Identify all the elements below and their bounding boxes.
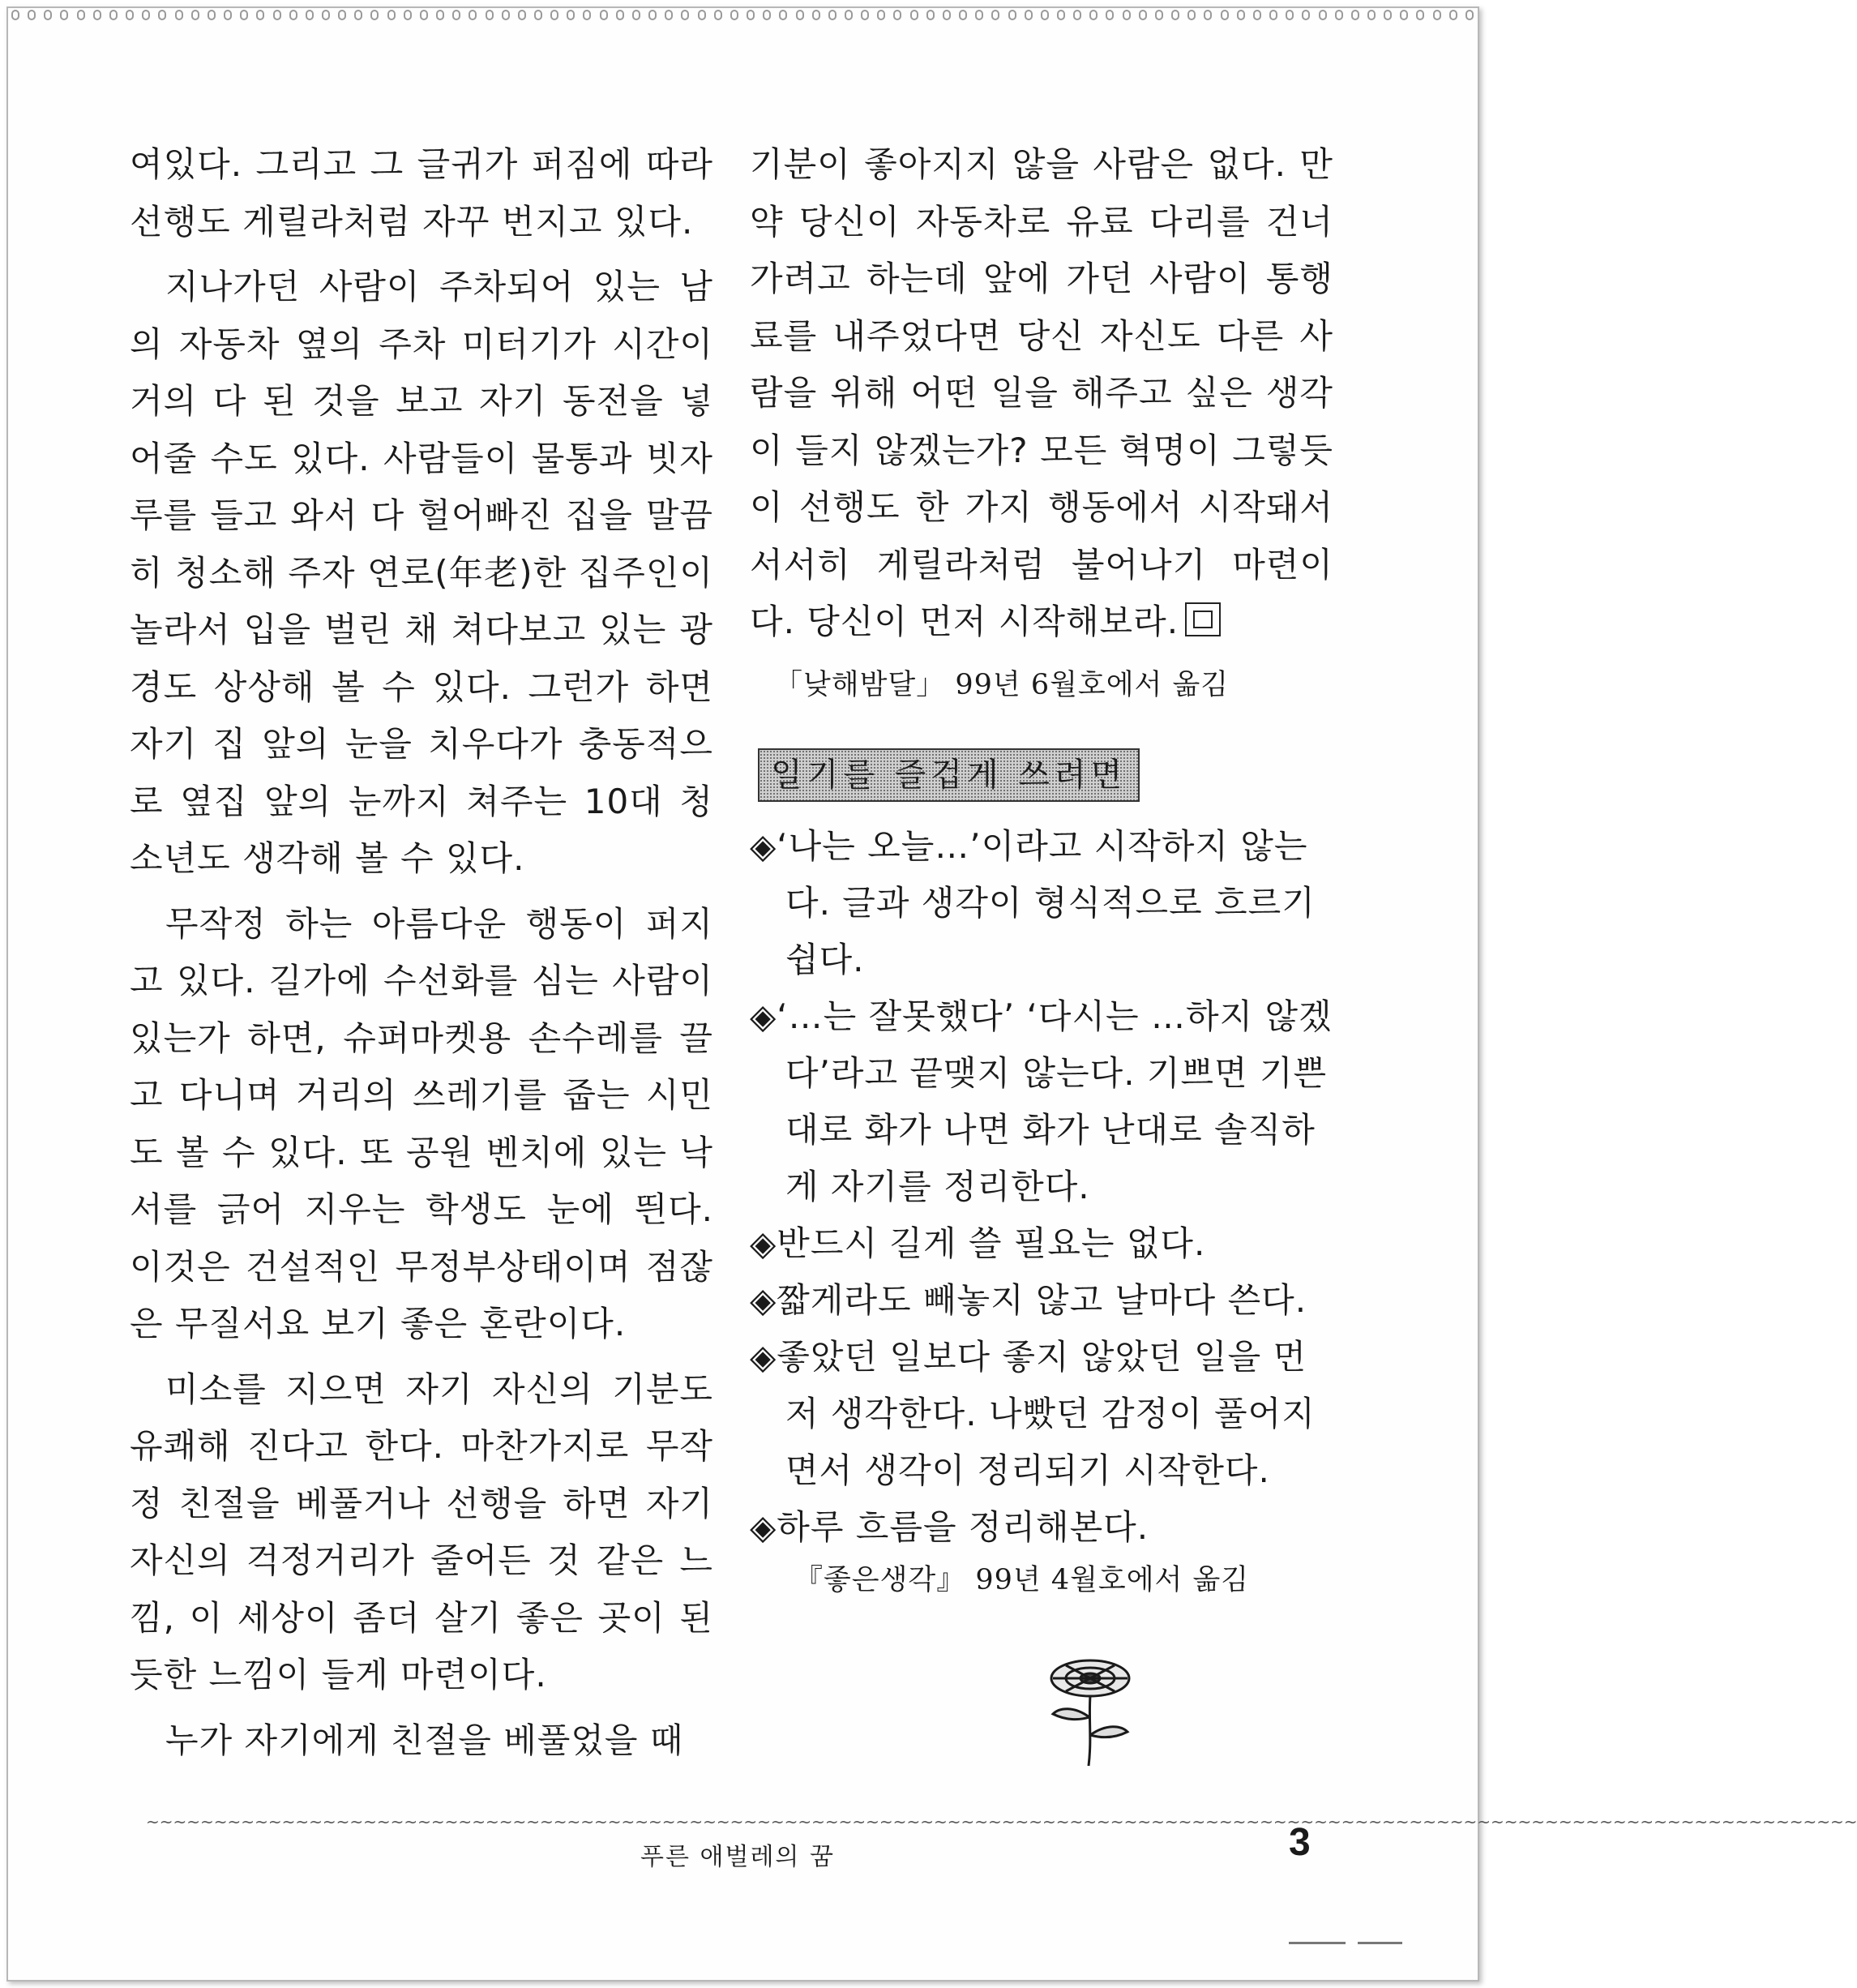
list-item: ◈하루 흐름을 정리해본다. [750,1506,1149,1547]
spiral-binding [11,8,1474,21]
box-title: 일기를 즐겁게 쓰려면 [758,748,1140,802]
right-paragraph-text: 기분이 좋아지지 않을 사람은 없다. 만약 당신이 자동차로 유료 다리를 건너가려고 하는데 앞에 가던 사람이 통행료를 내주었다면 당신 자신도 다른 사람을 위해 어떤 일을 해주고 싶은 생각이 들지 않겠는가? 모든 혁명이 그렇듯이 선행도 한 가지 행동에서 시작돼서 서서히 게릴라처럼 불어나기 마련이다. 당신이 먼저 시작해보라. [750,144,1333,641]
tips-list [750,818,1333,1556]
right-paragraph [750,136,1333,651]
left-paragraph-1: 여있다. 그리고 그 글귀가 퍼짐에 따라 선행도 게릴라처럼 자꾸 번지고 있다. [130,144,713,242]
left-paragraph-3: 무작정 하는 아름다운 행동이 퍼지고 있다. 길가에 수선화를 심는 사람이 있는가 하면, 슈퍼마켓용 손수레를 끌고 다니며 거리의 쓰레기를 줍는 시민도 볼 수 있다. 또 공원 벤치에 있는 낙서를 긁어 지우는 학생도 눈에 띈다. 이것은 건설적인 무정부상태이며 점잖은 무질서요 보기 좋은 혼란이다. [130,903,713,1343]
right-column [750,136,1333,1605]
footer-rule: ~~~~~~~~~~~~~~~~~~~~~~~~~~~~~~~~~~~~~~~~~~~~~~~~~~~~~~~~~~~~~~~~~~~~~~~~~~~~~~~~~~~~~~~~~~~~~~~~~~~~~~~~~~~~~~~~~~~~~~~~~~~~~~ [146,1812,1857,1832]
list-item: ◈좋았던 일보다 좋지 않았던 일을 먼저 생각한다. 나빴던 감정이 풀어지면서 생각이 정리되기 시작한다. [750,1336,1316,1490]
page-number: 3 [1289,1821,1311,1864]
divider [1358,1942,1402,1944]
list-item: ◈반드시 길게 쓸 필요는 없다. [750,1223,1206,1263]
list-item: ◈짧게라도 빼놓지 않고 날마다 쓴다. [750,1279,1307,1320]
left-column [130,136,713,1769]
divider [1289,1942,1346,1944]
footer-title: 푸른 애벌레의 꿈 [640,1843,835,1871]
left-paragraph-2: 지나가던 사람이 주차되어 있는 남의 자동차 옆의 주차 미터기가 시간이 거의 다 된 것을 보고 자기 동전을 넣어줄 수도 있다. 사람들이 물통과 빗자루를 들고 와서 다 헐어빠진 집을 말끔히 청소해 주자 연로(年老)한 집주인이 놀라서 입을 벌린 채 쳐다보고 있는 광경도 상상해 볼 수 있다. 그런가 하면 자기 집 앞의 눈을 치우다가 충동적으로 옆집 앞의 눈까지 쳐주는 10대 청소년도 생각해 볼 수 있다. [130,267,713,878]
source-note-1: 「낮해밤달」 99년 6월호에서 옮김 [774,668,1230,701]
left-paragraph-4: 미소를 지으면 자기 자신의 기분도 유쾌해 진다고 한다. 마찬가지로 무작정 친절을 베풀거나 선행을 하면 자기 자신의 걱정거리가 줄어든 것 같은 느낌, 이 세상이 좀더 살기 좋은 곳이 된 듯한 느낌이 들게 마련이다. [130,1369,713,1695]
flower-icon [1042,1654,1139,1767]
list-item: ◈‘…는 잘못했다’ ‘다시는 …하지 않겠다’라고 끝맺지 않는다. 기쁘면 기쁜대로 화가 나면 화가 난대로 솔직하게 자기를 정리한다. [750,996,1333,1206]
source-note-2: 『좋은생각』 99년 4월호에서 옮김 [794,1563,1250,1596]
left-paragraph-5: 누가 자기에게 친절을 베풀었을 때 [165,1720,684,1760]
stamp-icon [1185,602,1221,636]
list-item: ◈‘나는 오늘…’이라고 시작하지 않는다. 글과 생각이 형식적으로 흐르기 쉽다. [750,825,1316,979]
